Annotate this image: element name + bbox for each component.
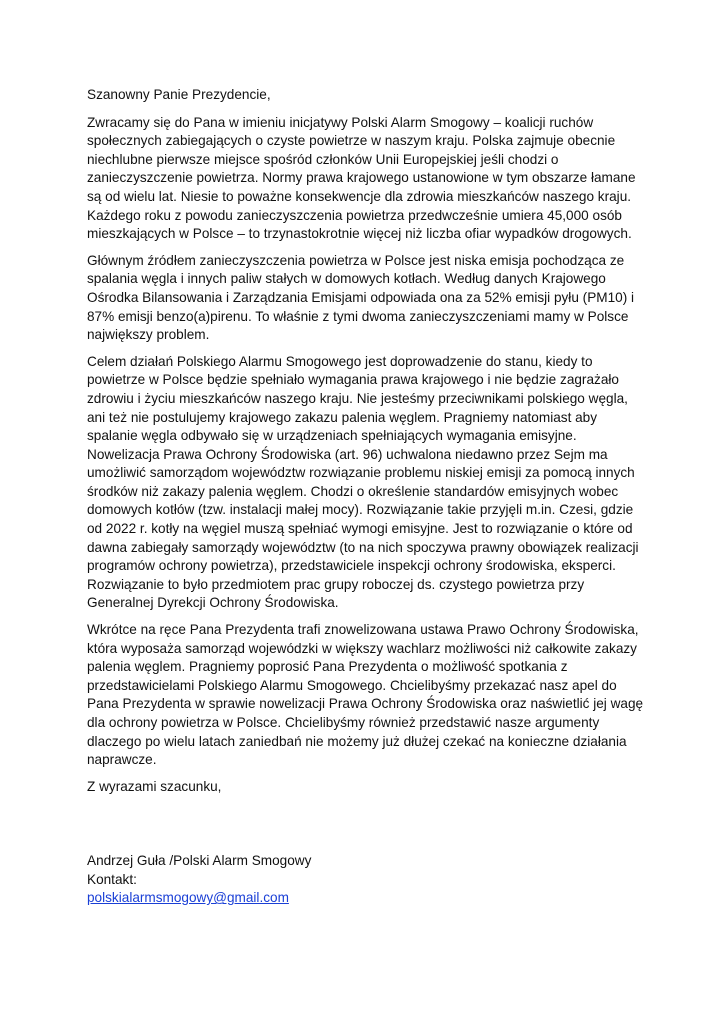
paragraph-line: Głównym źródłem zanieczyszczenia powietrza w Polsce jest niska emisja pochodząca ze bbox=[87, 252, 625, 268]
paragraph-line: naprawcze. bbox=[87, 752, 157, 768]
paragraph-line: palenia węglem. Pragniemy poprosić Pana Prezydenta o możliwość spotkania z bbox=[87, 659, 568, 675]
paragraph-line: Wkrótce na ręce Pana Prezydenta trafi znowelizowana ustawa Prawo Ochrony Środowiska, bbox=[87, 622, 639, 638]
paragraph-1 bbox=[87, 114, 647, 244]
paragraph-line: od 2022 r. kotły na węgiel muszą spełniać wymogi emisyjne. Jest to rozwiązanie o które od bbox=[87, 521, 633, 537]
paragraph-line: spalania węgla i innych paliw stałych w domowych kotłach. Według danych Krajowego bbox=[87, 271, 606, 287]
paragraph-line: 87% emisji benzo(a)pirenu. To właśnie z tymi dwoma zanieczyszczeniami mamy w Polsce bbox=[87, 308, 629, 324]
paragraph-line: Nowelizacja Prawa Ochrony Środowiska (art. 96) uchwalona niedawno przez Sejm ma bbox=[87, 446, 608, 462]
paragraph-line: niechlubne pierwsze miejsce spośród członków Unii Europejskiej jeśli chodzi o bbox=[87, 151, 559, 167]
letter-body bbox=[87, 86, 647, 796]
paragraph-line: spalanie węgla odbywało się w urządzeniach spełniających wymagania emisyjne. bbox=[87, 428, 577, 444]
paragraph-line: Generalnej Dyrekcji Ochrony Środowiska. bbox=[87, 595, 339, 611]
paragraph-line: społecznych zabiegających o czyste powietrze w naszym kraju. Polska zajmuje obecnie bbox=[87, 133, 616, 149]
paragraph-line: programów ochrony powietrza), przedstawiciele inspekcji ochrony środowiska, eksperci. bbox=[87, 558, 616, 574]
paragraph-4 bbox=[87, 621, 647, 770]
paragraph-line: dlaczego po wielu latach zaniedbań nie możemy już dłużej czekać na konieczne działania bbox=[87, 733, 627, 749]
salutation: Szanowny Panie Prezydencie, bbox=[87, 87, 271, 102]
paragraph-line: największy problem. bbox=[87, 327, 210, 343]
signature-block bbox=[87, 852, 647, 908]
paragraph-line: zdrowiu i życiu mieszkańców naszego kraju. Nie jesteśmy przeciwnikami polskiego węgla, bbox=[87, 390, 628, 406]
contact-label: Kontakt: bbox=[87, 871, 137, 887]
paragraph-line: Każdego roku z powodu zanieczyszczenia powietrza przedwcześnie umiera 45,000 osób bbox=[87, 207, 622, 223]
paragraph-line: Rozwiązanie to było przedmiotem prac grupy roboczej ds. czystego powietrza przy bbox=[87, 576, 585, 592]
paragraph-line: umożliwić samorządom województw rozwiązanie problemu niskiej emisji za pomocą innych bbox=[87, 465, 635, 481]
paragraph-line: Celem działań Polskiego Alarmu Smogowego jest doprowadzenie do stanu, kiedy to bbox=[87, 353, 593, 369]
paragraph-line: mieszkających w Polsce – to trzynastokrotnie więcej niż liczba ofiar wypadków drogowych. bbox=[87, 226, 632, 242]
paragraph-line: domowych kotłów (tzw. instalacji małej mocy). Rozwiązanie takie przyjęli m.in. Czesi, gdzie bbox=[87, 502, 634, 518]
paragraph-2 bbox=[87, 252, 647, 345]
paragraph-line: która wyposaża samorząd wojewódzki w większy wachlarz możliwości niż całkowite zakazy bbox=[87, 640, 637, 656]
paragraph-line: przedstawicielami Polskiego Alarmu Smogowego. Chcielibyśmy przekazać nasz apel do bbox=[87, 677, 617, 693]
paragraph-line: Pana Prezydenta w sprawie nowelizacji Prawa Ochrony Środowiska oraz naświetlić jej wagę bbox=[87, 696, 644, 712]
paragraph-3 bbox=[87, 353, 647, 613]
paragraph-line: zanieczyszczenie powietrza. Normy prawa krajowego ustanowione w tym obszarze łamane bbox=[87, 170, 636, 186]
paragraph-line: dawna zabiegały samorządy województw (to na nich spoczywa prawny obowiązek realizacji bbox=[87, 539, 639, 555]
paragraph-line: ani też nie postulujemy krajowego zakazu palenia węglem. Pragniemy natomiast aby bbox=[87, 409, 598, 425]
closing: Z wyrazami szacunku, bbox=[87, 778, 222, 794]
paragraph-line: Zwracamy się do Pana w imieniu inicjatywy Polski Alarm Smogowy – koalicji ruchów bbox=[87, 114, 594, 130]
paragraph-line: Ośrodka Bilansowania i Zarządzania Emisjami odpowiada ona za 52% emisji pyłu (PM10) i bbox=[87, 289, 635, 305]
paragraph-line: środków niż zakazy palenia węglem. Chodzi o określenie standardów emisyjnych wobec bbox=[87, 483, 619, 499]
paragraph-line: są od wielu lat. Niesie to poważne konsekwencje dla zdrowia mieszkańców naszego kraju. bbox=[87, 188, 632, 204]
paragraph-line: dla ochrony powietrza w Polsce. Chcielibyśmy również przedstawić nasze argumenty bbox=[87, 715, 600, 730]
signature-name: Andrzej Guła /Polski Alarm Smogowy bbox=[87, 853, 312, 868]
email-link[interactable]: polskialarmsmogowy@gmail.com bbox=[87, 890, 289, 906]
paragraph-line: powietrze w Polsce będzie spełniało wymagania prawa krajowego i nie będzie zagrażało bbox=[87, 372, 619, 388]
